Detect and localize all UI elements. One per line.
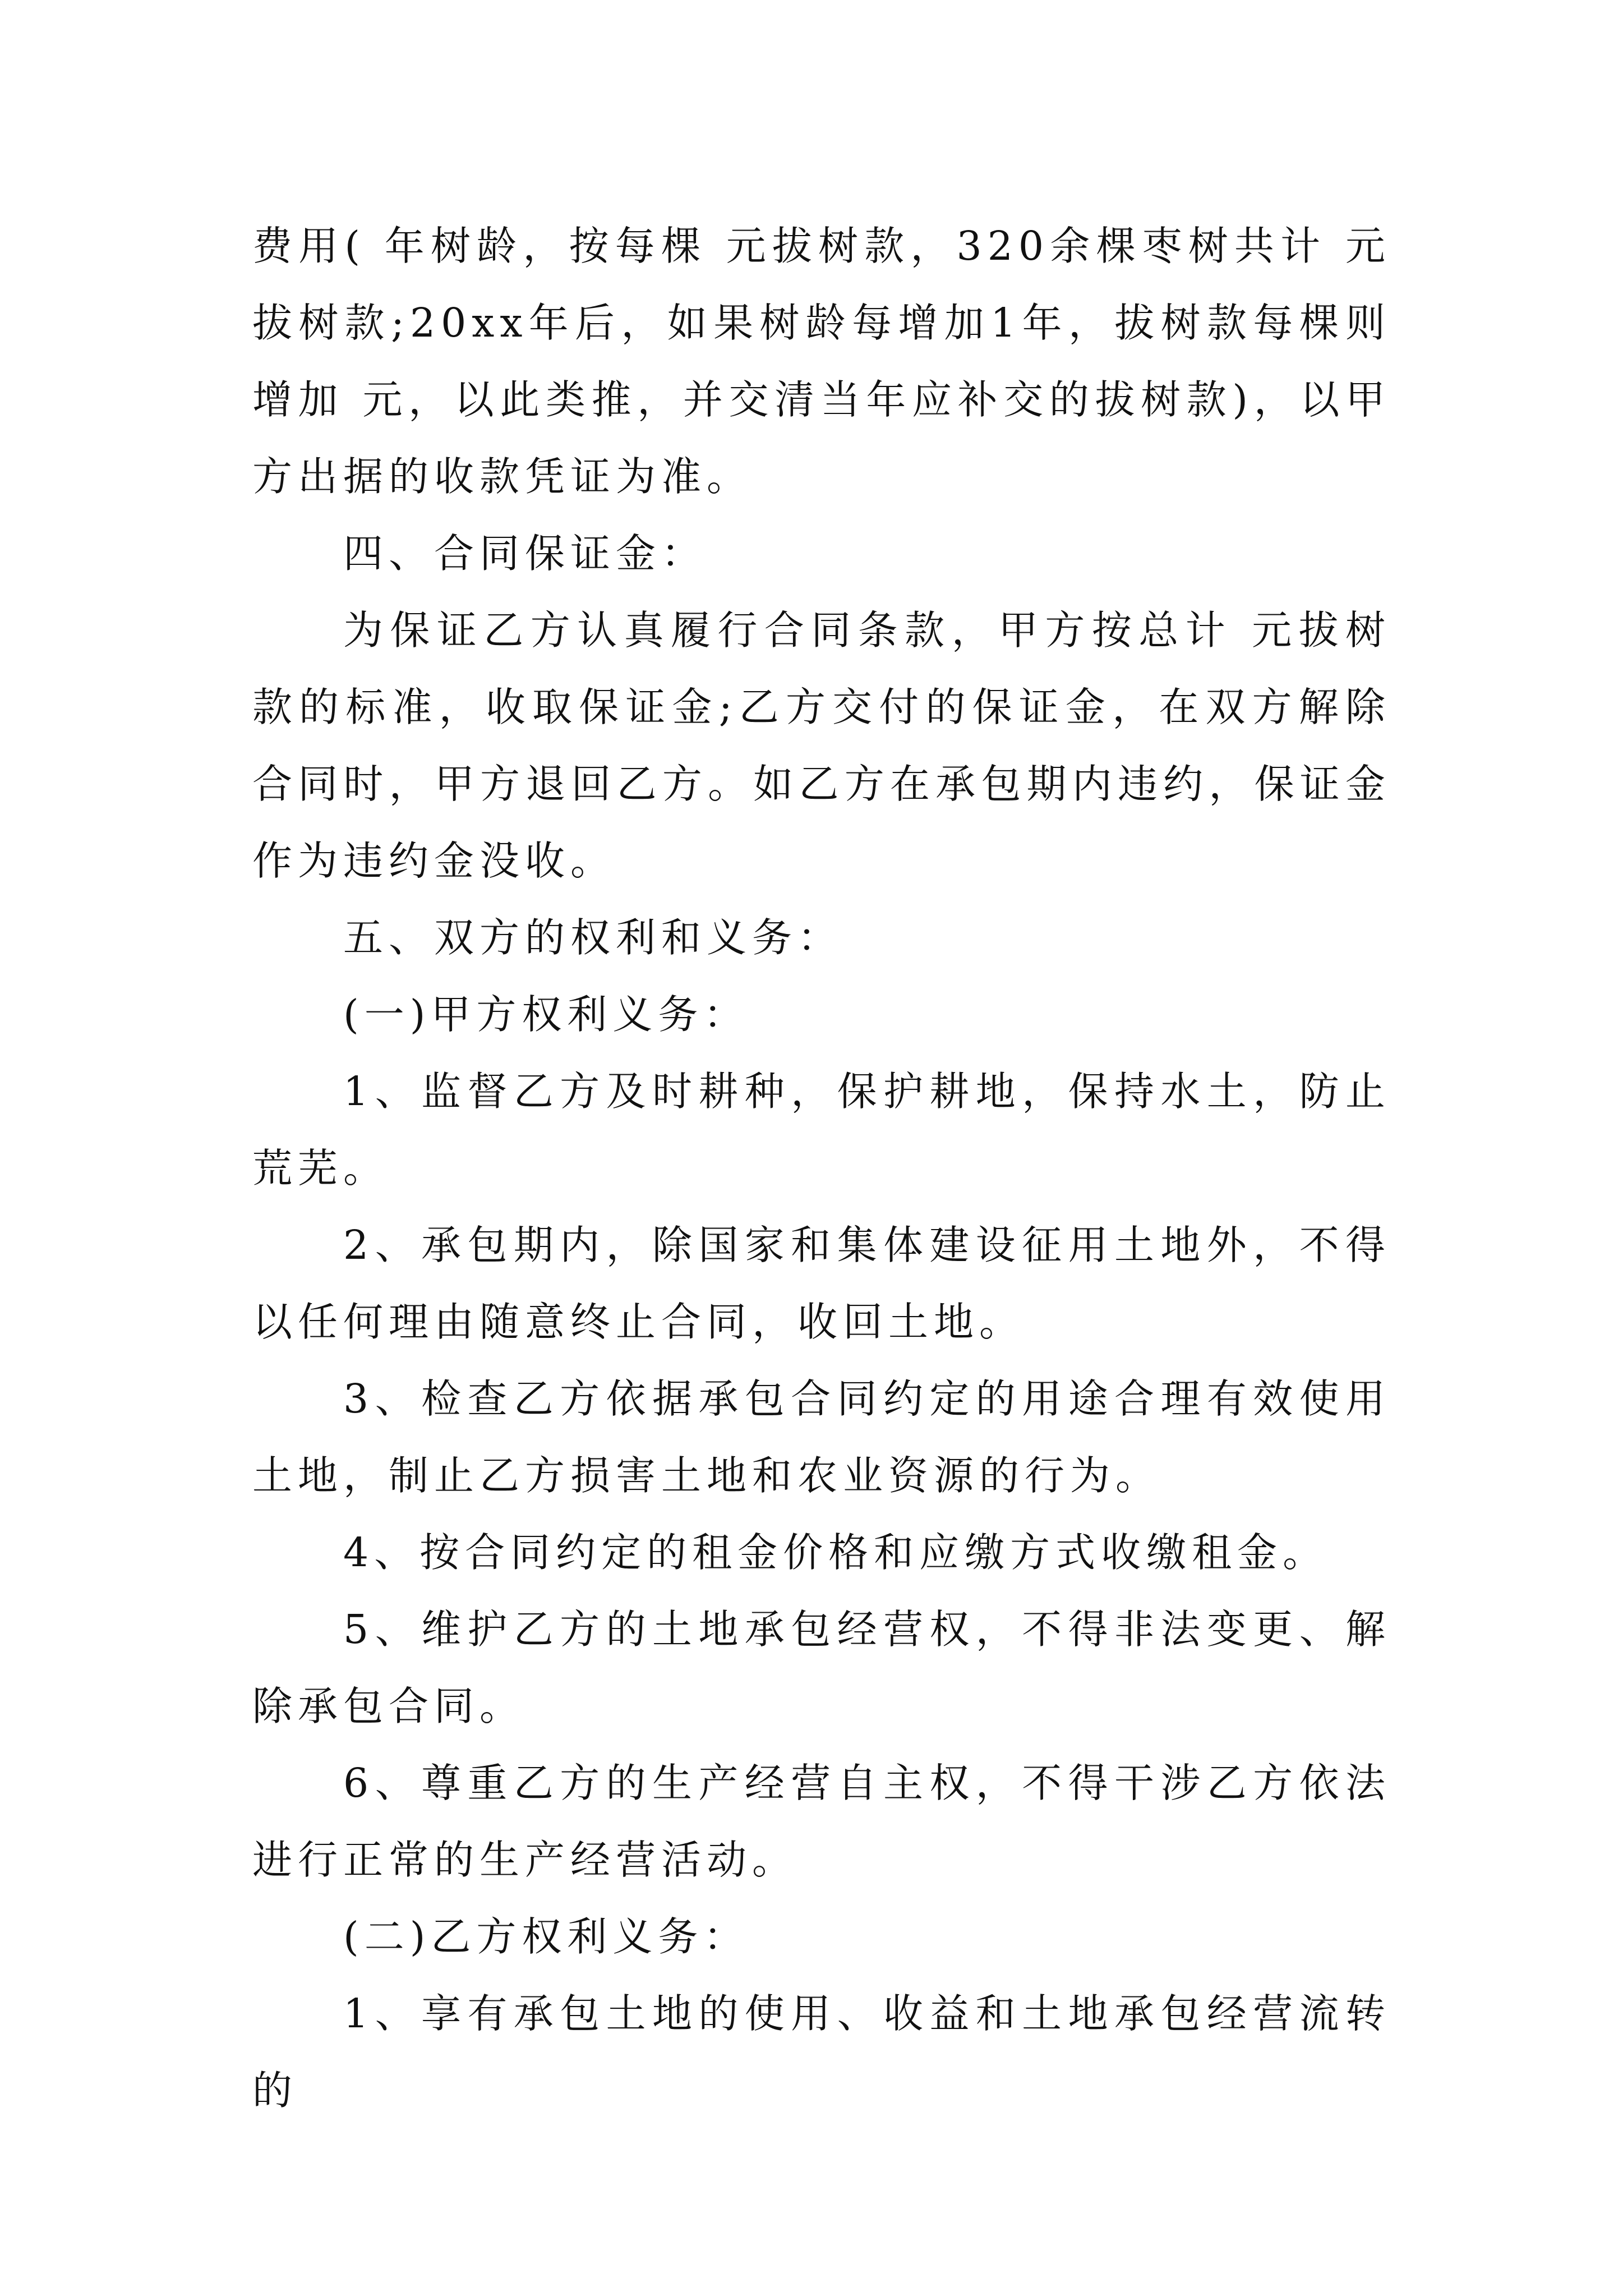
subheading-party-a: (一)甲方权利义务：: [343, 991, 749, 1038]
clause-a-5: 5、维护乙方的土地承包经营权，不得非法变更、解除承包合同。: [252, 1606, 1391, 1729]
clause-a-2: 2、承包期内，除国家和集体建设征用土地外，不得以任何理由随意终止合同，收回土地。: [252, 1222, 1391, 1345]
clause-b-1: 1、享有承包土地的使用、收益和土地承包经营流转的: [252, 1990, 1391, 2114]
heading-rights-obligations: 五、双方的权利和义务：: [343, 914, 843, 961]
paragraph-deposit-terms: 为保证乙方认真履行合同条款，甲方按总计 元拔树款的标准，收取保证金;乙方交付的保证金，在双方解除合同时，甲方退回乙方。如乙方在承包期内违约，保证金作为违约金没收。: [252, 607, 1391, 884]
clause-a-4: 4、按合同约定的租金价格和应缴方式收缴租金。: [343, 1529, 1329, 1576]
document-page: [252, 208, 1391, 2129]
paragraph-fee-continuation: 费用( 年树龄，按每棵 元拔树款，320余棵枣树共计 元拔树款;20xx年后，如果树龄每增加1年，拔树款每棵则增加 元，以此类推，并交清当年应补交的拔树款)，以甲方出据的收款凭证为准。: [252, 223, 1391, 500]
subheading-party-b: (二)乙方权利义务：: [343, 1913, 749, 1960]
clause-a-1: 1、监督乙方及时耕种，保护耕地，保持水土，防止荒芜。: [252, 1068, 1391, 1191]
heading-contract-deposit: 四、合同保证金：: [343, 530, 707, 577]
clause-a-6: 6、尊重乙方的生产经营自主权，不得干涉乙方依法进行正常的生产经营活动。: [252, 1760, 1391, 1883]
clause-a-3: 3、检查乙方依据承包合同约定的用途合理有效使用土地，制止乙方损害土地和农业资源的行为。: [252, 1375, 1391, 1499]
